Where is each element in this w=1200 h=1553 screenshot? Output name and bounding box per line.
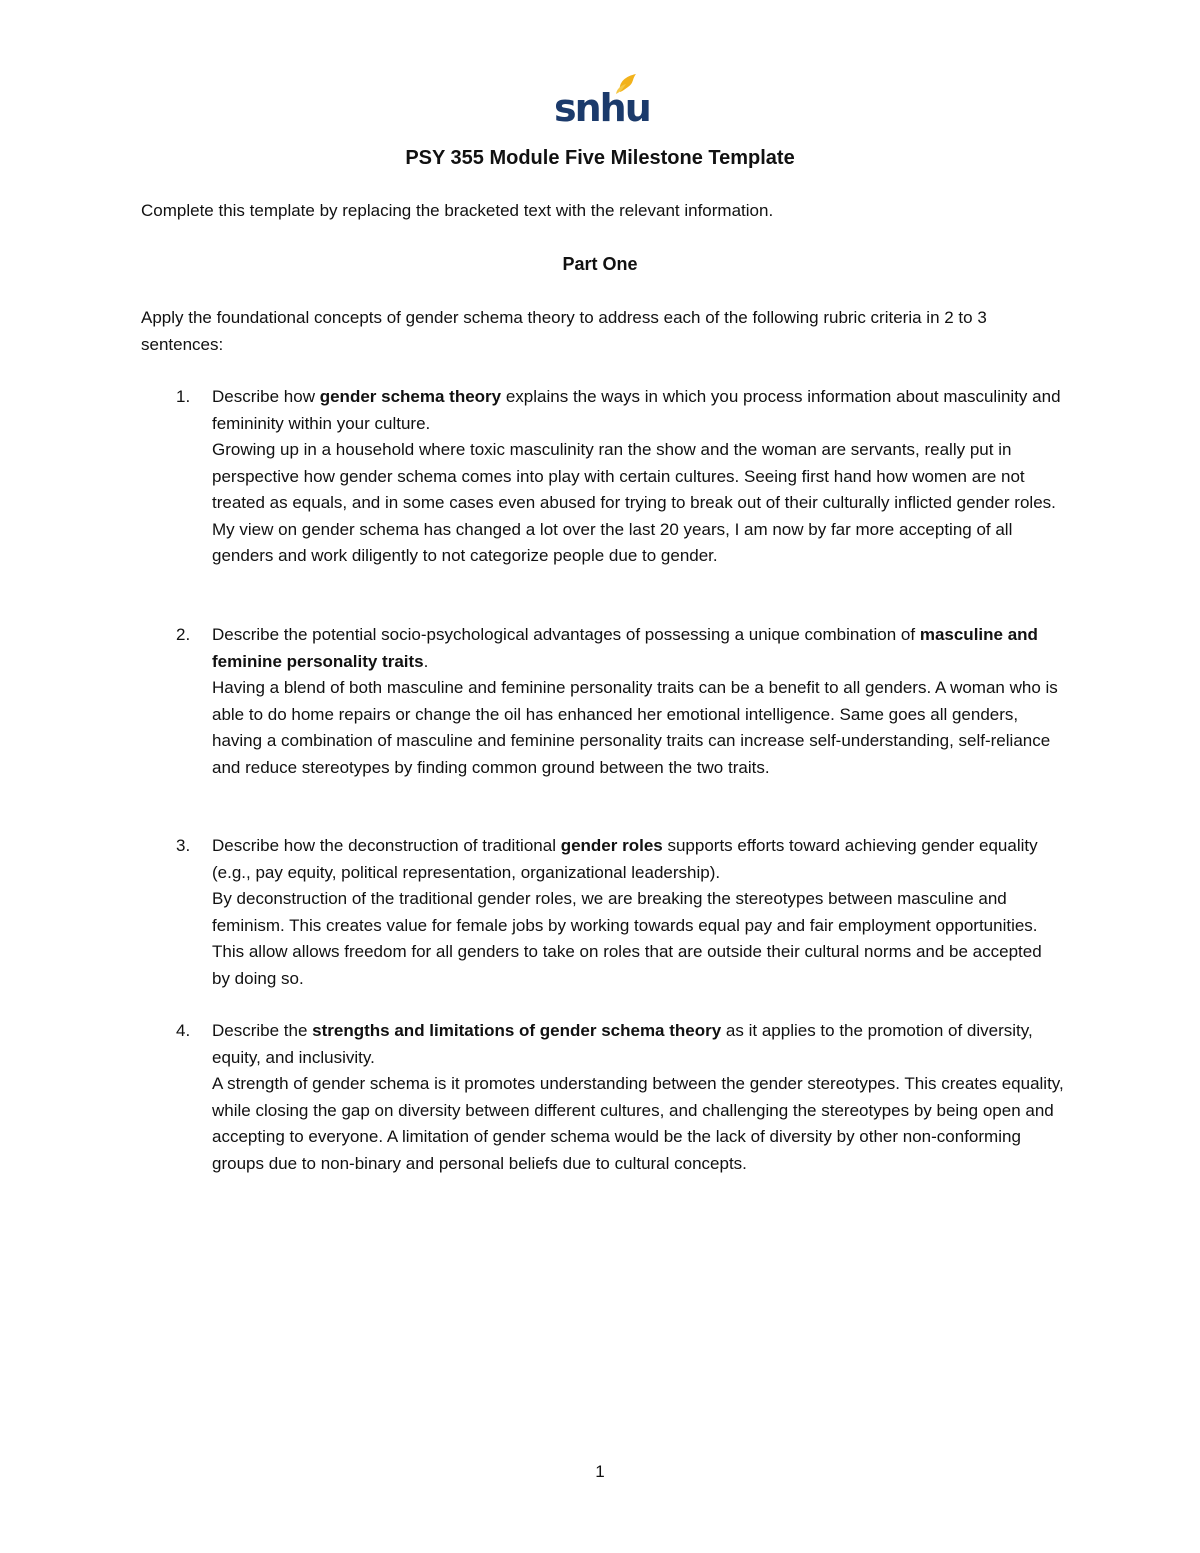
prompt-text: supports efforts toward achieving gender equality (e.g., pay equity, political representation, organizational leadership). — [212, 836, 1038, 882]
list-item-number: 2. — [176, 625, 191, 644]
item-answer: A strength of gender schema is it promotes understanding between the gender stereotypes. This creates equality, while closing the gap on diversity between different cultures, and challenging the stereotypes by being open and accepting to everyone. A limitation of gender schema would be the lack of diversity by other non-conforming groups due to non-binary and personal beliefs due to cultural concepts. — [212, 1074, 1064, 1173]
list-item-body — [212, 1018, 1064, 1177]
list-item-number: 3. — [176, 836, 191, 855]
prompt-text: Describe how the deconstruction of traditional — [212, 836, 561, 855]
item-prompt — [212, 384, 1064, 437]
logo-wordmark: snhu — [554, 86, 650, 130]
prompt-text: as it applies to the promotion of diversity, equity, and inclusivity. — [212, 1021, 1033, 1067]
item-answer: Having a blend of both masculine and feminine personality traits can be a benefit to all genders. A woman who is able to do home repairs or change the oil has enhanced her emotional intelligence. Same goes all genders, having a combination of masculine and feminine personality traits can increase self-understanding, self-reliance and reduce stereotypes by finding common ground between the two traits. — [212, 678, 1058, 777]
prompt-text: Describe how — [212, 387, 320, 406]
prompt-text: . — [423, 651, 429, 671]
list-item-body — [212, 384, 1064, 570]
section-heading: Part One — [562, 254, 638, 274]
instructions-text: Complete this template by replacing the bracketed text with the relevant information. — [141, 201, 774, 220]
prompt-text: Describe the potential socio-psychological advantages of possessing a unique combination of — [212, 625, 920, 644]
list-item-body — [212, 833, 1064, 992]
prompt-keyword: masculine and feminine personality traits — [212, 625, 1038, 671]
prompt-keyword: gender schema theory — [319, 387, 502, 406]
list-item-number: 1. — [176, 387, 191, 406]
list-item-body — [212, 622, 1064, 781]
prompt-text: Describe the — [212, 1021, 313, 1040]
prompt-text: explains the ways in which you process information about masculinity and femininity within your culture. — [212, 387, 1061, 433]
list-item-number: 4. — [176, 1021, 191, 1040]
prompt-keyword: strengths and limitations of gender schema theory — [312, 1021, 722, 1040]
item-prompt — [212, 1018, 1064, 1071]
item-prompt — [212, 622, 1064, 675]
page-title: PSY 355 Module Five Milestone Template — [405, 147, 795, 169]
item-prompt — [212, 833, 1064, 886]
snhu-logo — [554, 70, 650, 132]
prompt-keyword: gender roles — [560, 836, 663, 855]
item-answer: Growing up in a household where toxic masculinity ran the show and the woman are servants, really put in perspective how gender schema comes into play with certain cultures. Seeing first hand how women are not treated as equals, and in some cases even abused for trying to break out of their culturally inflicted gender roles. My view on gender schema has changed a lot over the last 20 years, I am now by far more accepting of all genders and work diligently to not categorize people due to gender. — [212, 440, 1056, 565]
rubric-instructions: Apply the foundational concepts of gender schema theory to address each of the following rubric criteria in 2 to 3 sentences: — [141, 308, 987, 354]
page-number: 1 — [595, 1462, 605, 1481]
item-answer: By deconstruction of the traditional gender roles, we are breaking the stereotypes between masculine and feminism. This creates value for female jobs by working towards equal pay and fair employment opportunities. This allow allows freedom for all genders to take on roles that are outside their cultural norms and be accepted by doing so. — [212, 889, 1042, 988]
